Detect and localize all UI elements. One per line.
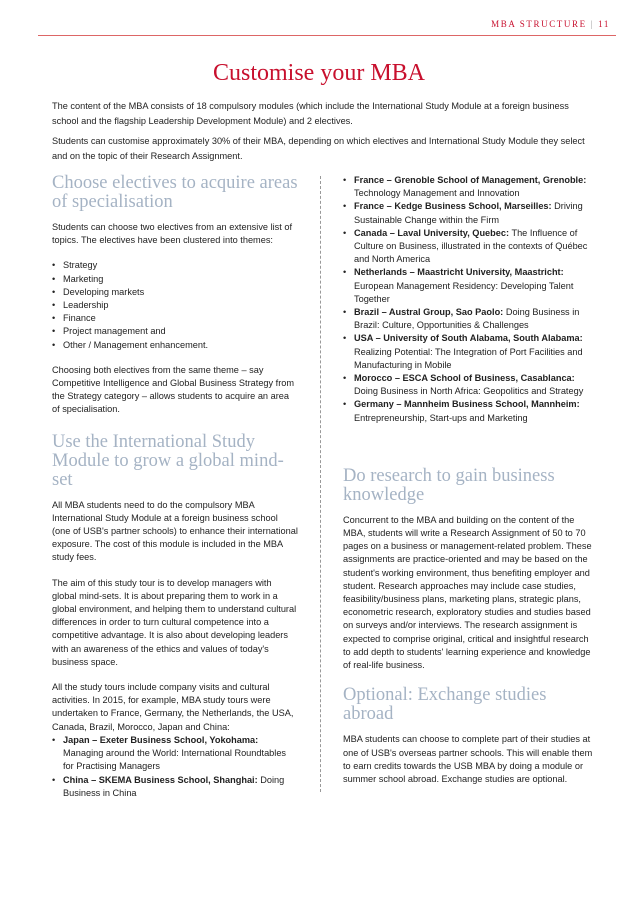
list-item <box>343 266 593 306</box>
electives-heading: Choose electives to acquire areas of specialisation <box>52 173 298 212</box>
list-item <box>343 332 593 372</box>
tour-school: France – Kedge Business School, Marseilles: <box>354 201 552 212</box>
tour-school: USA – University of South Alabama, South Alabama: <box>354 333 583 344</box>
list-item: • Other / Management enhancement. <box>52 339 298 352</box>
list-item <box>52 734 298 774</box>
tour-topic: Doing Business in Brazil: Culture, Opportunities & Challenges <box>354 307 580 331</box>
list-item <box>343 174 593 200</box>
tour-school: Morocco – ESCA School of Business, Casablanca: <box>354 373 575 384</box>
themes-list <box>52 259 298 351</box>
list-item: • Project management and <box>52 325 298 338</box>
tour-school: China – SKEMA Business School, Shanghai: <box>63 774 258 785</box>
tour-school: Brazil – Austral Group, Sao Paolo: <box>354 307 504 318</box>
tour-school: Germany – Mannheim Business School, Mannheim: <box>354 399 580 410</box>
list-item <box>343 306 593 332</box>
electives-note: Choosing both electives from the same theme – say Competitive Intelligence and Global Business Strategy from the Strategy category – allows students to acquire an area of specialisation. <box>52 364 295 415</box>
list-item <box>343 372 593 398</box>
intro <box>52 99 592 169</box>
tour-topic: Doing Business in North Africa: Geopolitics and Strategy <box>354 386 584 397</box>
page-header <box>491 19 610 29</box>
exchange-body: MBA students can choose to complete part of their studies at one of USB's overseas partner schools. This will enable them to earn credits towards the USB MBA by doing a module or summer school abroad. Exchange studies are optional. <box>343 734 593 784</box>
tour-school: Netherlands – Maastricht University, Maastricht: <box>354 267 564 278</box>
tour-topic: European Management Residency: Developing Talent Together <box>354 280 574 304</box>
electives-intro: Students can choose two electives from an extensive list of topics. The electives have been clustered into themes: <box>52 222 293 246</box>
list-item <box>52 774 298 800</box>
tour-topic: Driving Sustainable Change within the Firm <box>354 201 583 225</box>
intro-paragraph: Students can customise approximately 30% of their MBA, depending on which electives and International Study Module they select and on the topic of their Research Assignment. <box>52 136 585 161</box>
tour-topic: The Influence of Culture on Business, illustrated in the contexts of Québec and North America <box>354 227 588 265</box>
intro-paragraph: The content of the MBA consists of 18 compulsory modules (which include the International Study Module at a foreign business school and the flagship Leadership Development Module) and 2 electives. <box>52 101 569 126</box>
research-heading: Do research to gain business knowledge <box>343 465 555 505</box>
list-item: • Marketing <box>52 273 298 286</box>
tour-school: France – Grenoble School of Management, Grenoble: <box>354 175 587 185</box>
list-item: • Developing markets <box>52 286 298 299</box>
tour-topic: Entrepreneurship, Start-ups and Marketing <box>354 412 528 423</box>
left-column <box>52 174 298 812</box>
international-paragraph: All the study tours include company visits and cultural activities. In 2015, for example, MBA study tours were undertaken to France, Germany, the Netherlands, the USA, Canada, Brazil, Morocco, Japan and China: <box>52 682 294 732</box>
tours-list-right <box>343 174 593 425</box>
international-heading: Use the International Study Module to grow a global mind-set <box>52 431 284 490</box>
list-item <box>343 200 593 226</box>
header-separator: | <box>590 19 595 29</box>
international-paragraph: All MBA students need to do the compulsory MBA International Study Module at a foreign business school (one of USB's partner schools) to enhance their international exposure. The cost of this module is included in the MBA study fees. <box>52 499 298 563</box>
research-body: Concurrent to the MBA and building on the content of the MBA, students will write a Research Assignment of 50 to 70 pages on a business or management-related problem. These assignments are practice-oriented and may be based on the student's working environment, thus benefiting employer and student. Research approaches may include case studies, feasibility/business plans, marketing plans, strategic plans, econometric research, exploratory studies and studies based on surveys and/or interviews. The research assignment is expected to comprise original, critical and insightful research to add depth to students' learning experience and knowledge of real-life business. <box>343 514 592 671</box>
tour-topic: Realizing Potential: The Integration of Port Facilities and Manufacturing in Mobile <box>354 346 583 370</box>
list-item: • Finance <box>52 312 298 325</box>
right-column <box>343 174 593 798</box>
exchange-heading: Optional: Exchange studies abroad <box>343 685 547 725</box>
list-item <box>343 227 593 267</box>
tour-topic: Managing around the World: International Roundtables for Practising Managers <box>63 748 287 772</box>
international-paragraph: The aim of this study tour is to develop managers with global mind-sets. It is about preparing them to work in a global environment, and helping them to understand cultural differences in order to turn cultural competence into a competitive advantage. It is also about developing leaders with an awareness of the ethics and values of today's business space. <box>52 577 297 667</box>
list-item <box>343 398 593 424</box>
tour-school: Canada – Laval University, Quebec: <box>354 227 510 238</box>
list-item: • Strategy <box>52 259 298 272</box>
tours-list-left <box>52 734 298 800</box>
section-label: MBA STRUCTURE <box>491 19 587 29</box>
tour-topic: Technology Management and Innovation <box>354 188 520 199</box>
tour-school: Japan – Exeter Business School, Yokohama: <box>63 734 259 745</box>
column-divider <box>320 176 321 792</box>
tour-topic: Doing Business in China <box>63 774 285 798</box>
header-rule <box>38 35 616 36</box>
list-item: • Leadership <box>52 299 298 312</box>
page-title: Customise your MBA <box>212 60 425 86</box>
page-number: 11 <box>598 19 610 29</box>
